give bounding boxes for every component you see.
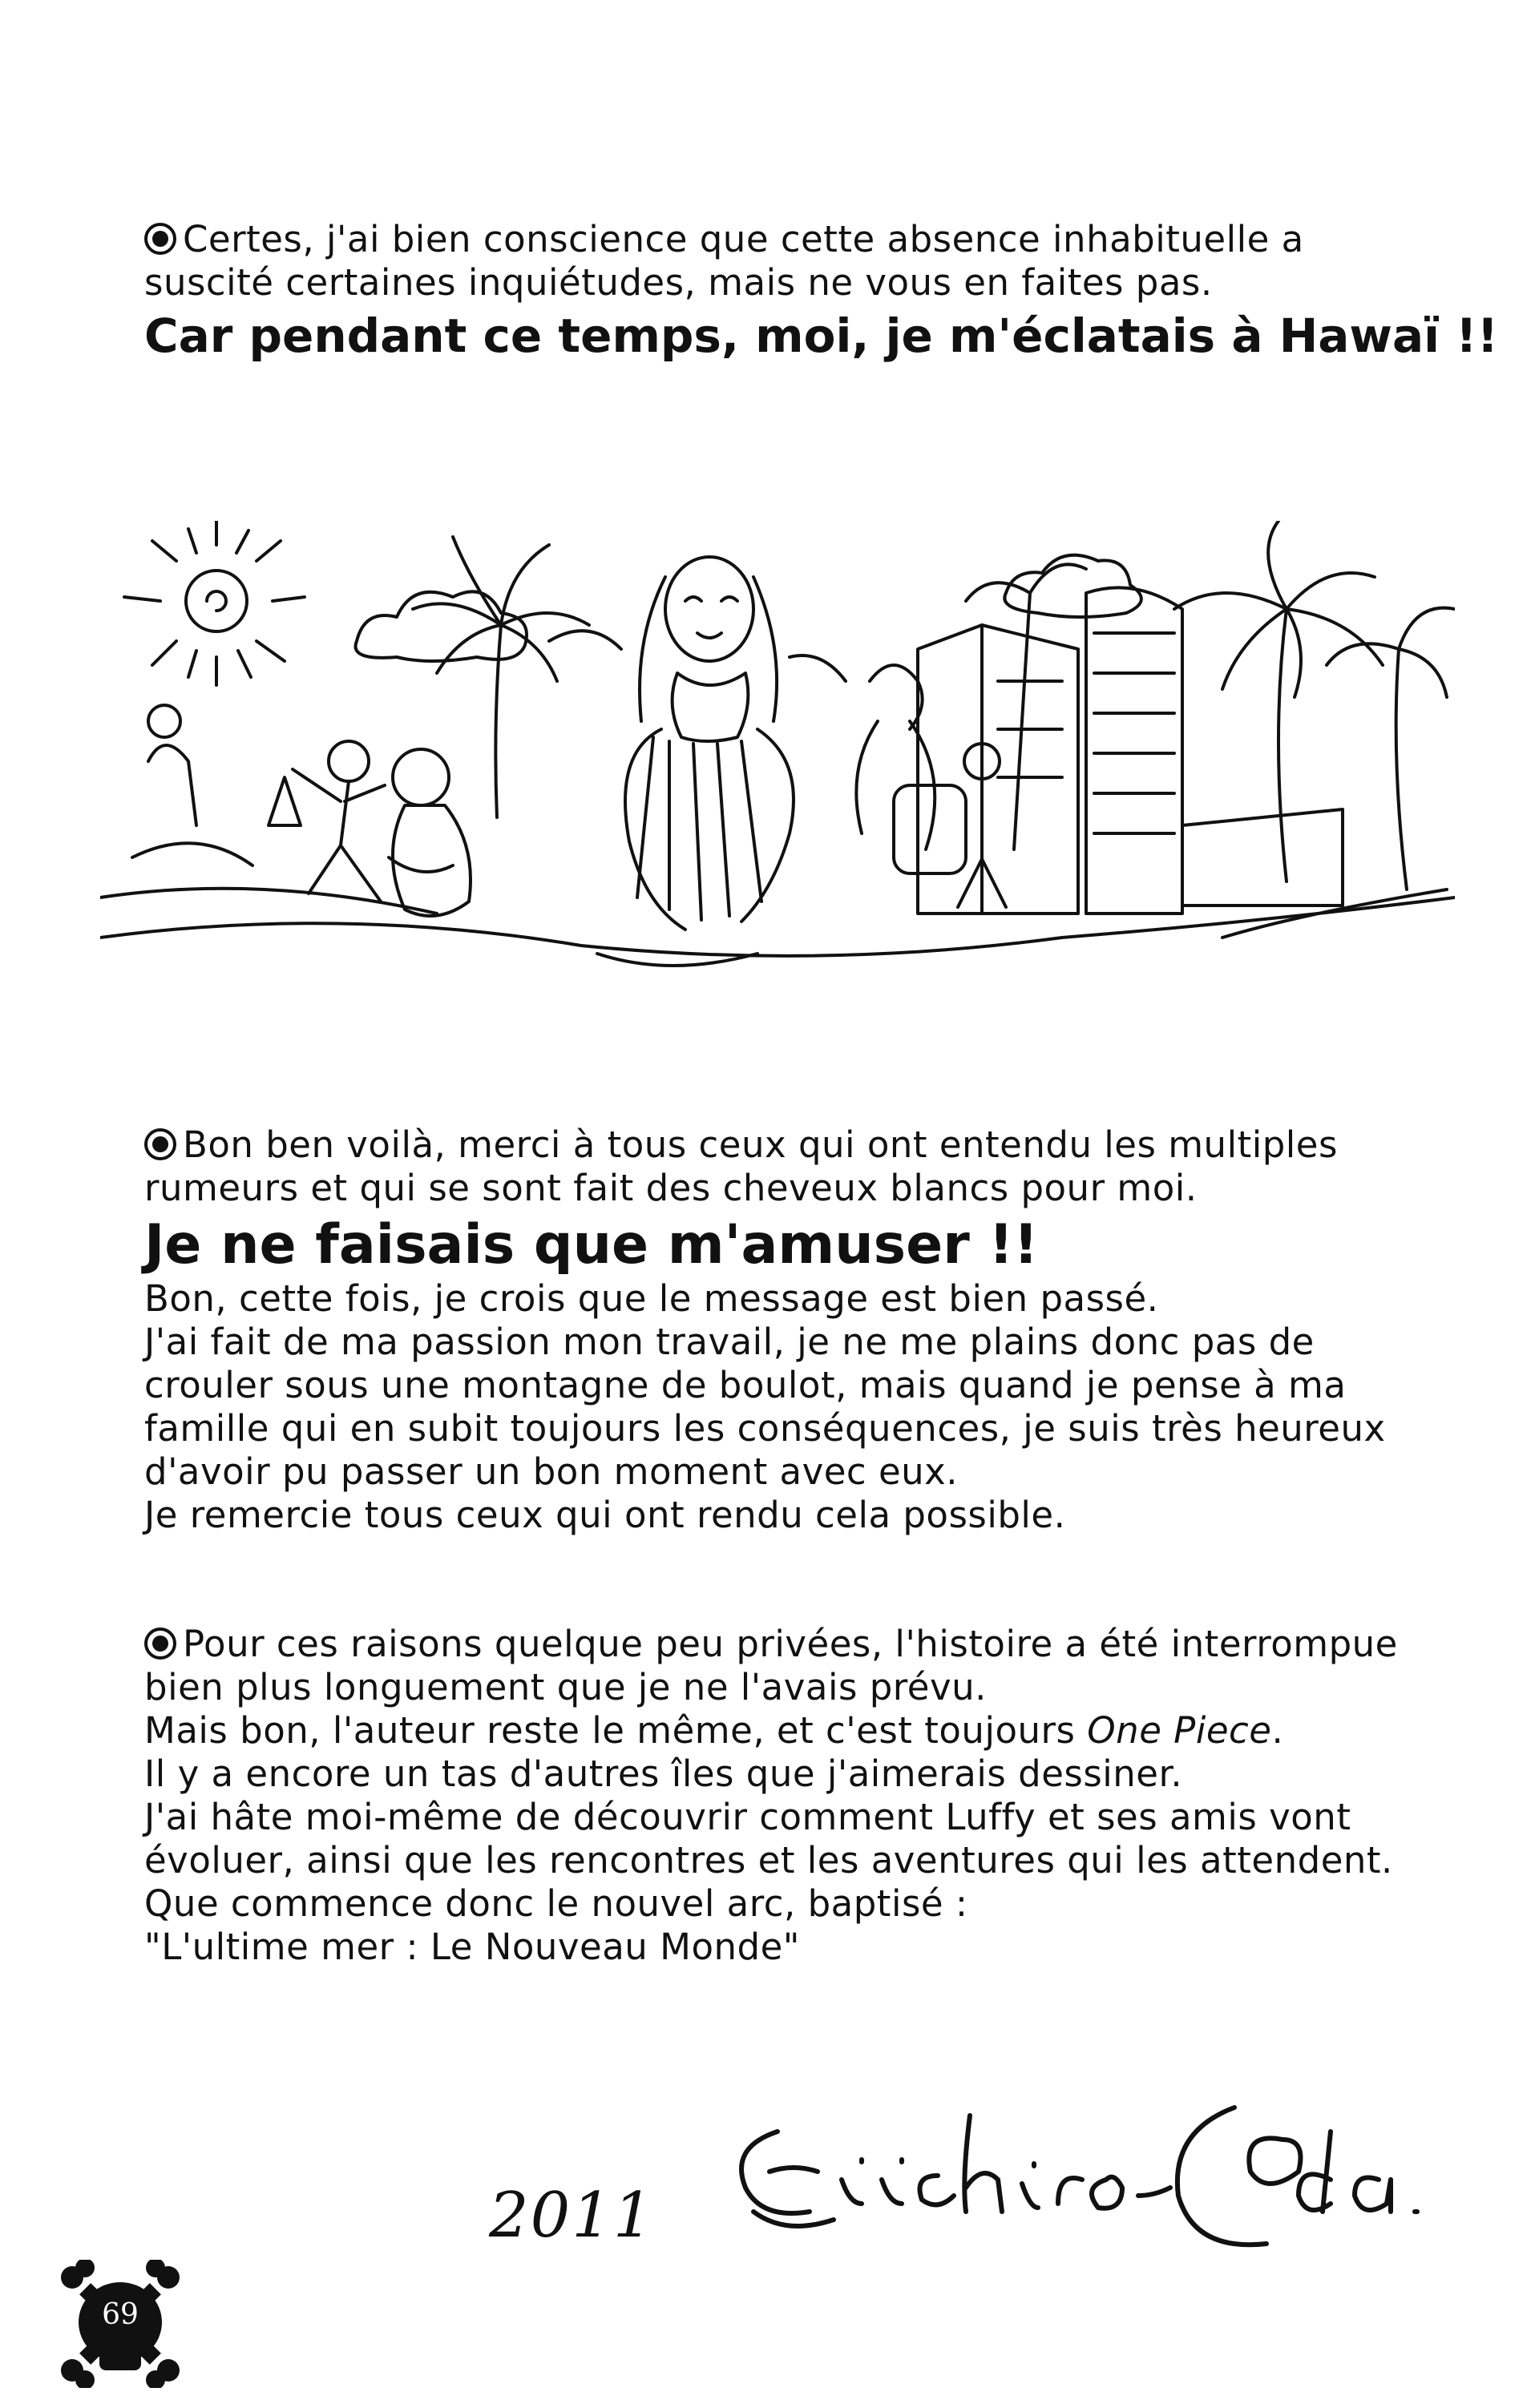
- series-title: One Piece: [1087, 1709, 1272, 1752]
- section-3-body-line-3: évoluer, ainsi que les rencontres et les aventures qui les attendent.: [144, 1839, 1393, 1882]
- sun-drawing: [124, 521, 305, 685]
- section-2-body-line-5: d'avoir pu passer un bon moment avec eux.: [144, 1450, 959, 1493]
- section-2-line-2: rumeurs et qui se sont fait des cheveux blancs pour moi.: [144, 1167, 1198, 1209]
- author-signature: [721, 2083, 1427, 2268]
- section-3-body-line-2: J'ai hâte moi-même de découvrir comment Luffy et ses amis vont: [144, 1796, 1351, 1838]
- palm-trees-right-drawing: [966, 521, 1455, 889]
- section-2: [144, 1123, 1443, 1537]
- section-2-emphasis: Je ne faisais que m'amuser !!: [144, 1213, 1039, 1277]
- section-1: [144, 218, 1499, 364]
- section-2-body-line-1: Bon, cette fois, je crois que le message est bien passé.: [144, 1277, 1159, 1320]
- section-3-body-line-5: "L'ultime mer : Le Nouveau Monde": [144, 1926, 800, 1968]
- section-1-line-1: Certes, j'ai bien conscience que cette absence inhabituelle a: [144, 218, 1443, 261]
- page-number: 69: [102, 2298, 139, 2331]
- section-3-line-1: Pour ces raisons quelque peu privées, l'histoire a été interrompue: [144, 1623, 1443, 1666]
- bullet-icon: [144, 1128, 176, 1160]
- section-1-line-2: suscité certaines inquiétudes, mais ne vous en faites pas.: [144, 261, 1213, 304]
- people-drawing: [100, 705, 471, 916]
- section-3-body-line-1: Il y a encore un tas d'autres îles que j'aimerais dessiner.: [144, 1753, 1183, 1795]
- section-3-body-line-4: Que commence donc le nouvel arc, baptisé :: [144, 1882, 968, 1925]
- signature-year: 2011: [489, 2180, 655, 2252]
- hawaii-illustration: [100, 521, 1455, 986]
- section-2-body-line-4: famille qui en subit toujours les conséquences, je suis très heureux: [144, 1407, 1386, 1450]
- section-3: [144, 1623, 1443, 1969]
- section-2-body-line-6: Je remercie tous ceux qui ont rendu cela possible.: [144, 1494, 1066, 1536]
- bullet-icon: [144, 223, 176, 255]
- section-2-body-line-2: J'ai fait de ma passion mon travail, je ne me plains donc pas de: [144, 1321, 1315, 1363]
- bullet-icon: [144, 1628, 176, 1660]
- section-1-emphasis: Car pendant ce temps, moi, je m'éclatais à Hawaï !!: [144, 309, 1499, 363]
- section-3-line-3: Mais bon, l'auteur reste le même, et c'est toujours One Piece.: [144, 1709, 1284, 1752]
- section-3-line-2: bien plus longuement que je ne l'avais prévu.: [144, 1666, 987, 1708]
- hula-dancer-drawing: [549, 557, 846, 966]
- section-2-body-line-3: crouler sous une montagne de boulot, mais quand je pense à ma: [144, 1364, 1347, 1406]
- palm-tree-drawing: [413, 537, 589, 817]
- section-2-line-1: Bon ben voilà, merci à tous ceux qui ont entendu les multiples: [144, 1123, 1443, 1167]
